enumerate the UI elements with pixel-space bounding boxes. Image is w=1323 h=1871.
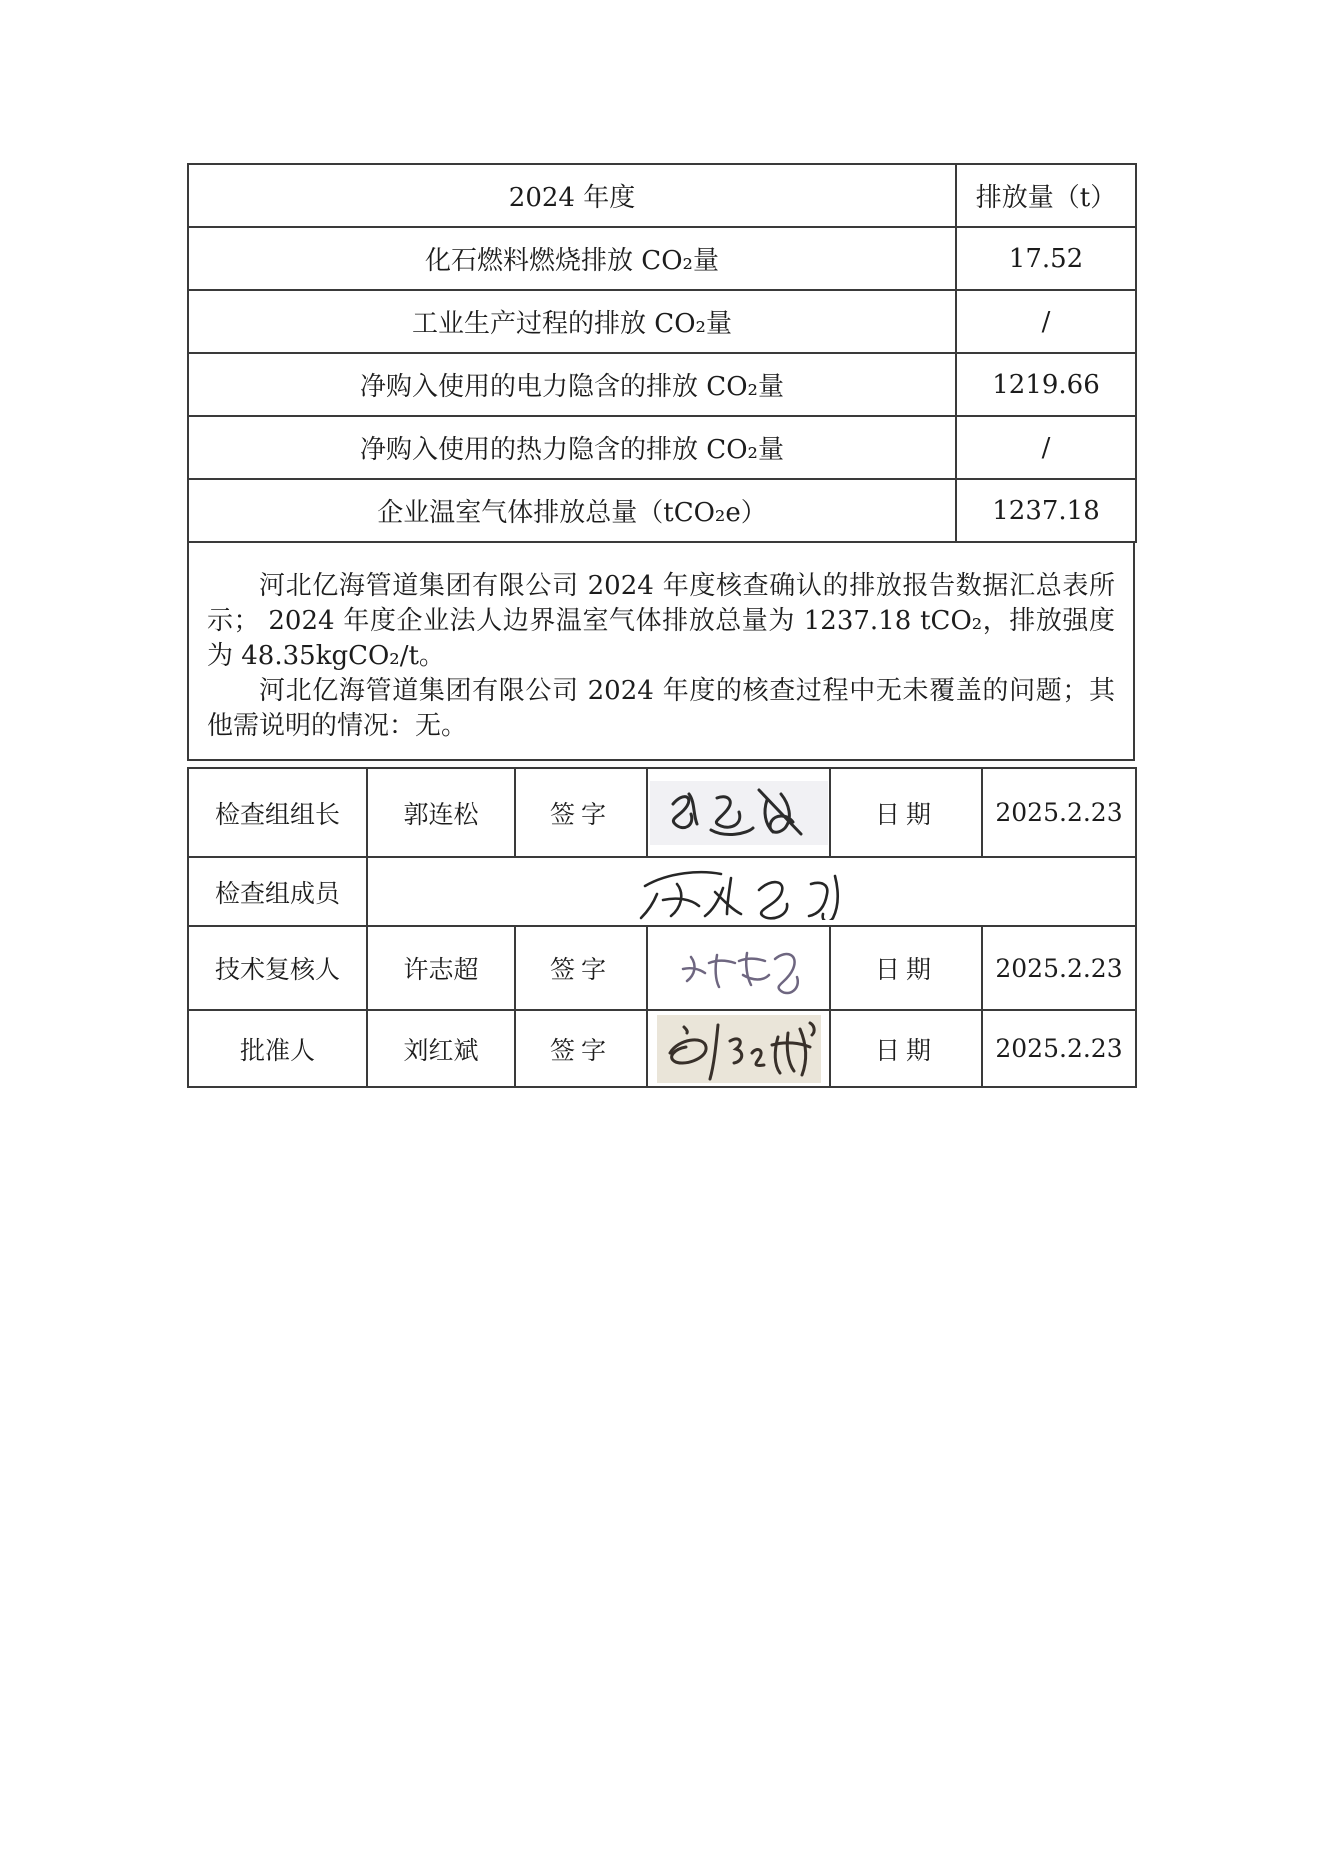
date-label: 日期 bbox=[830, 926, 982, 1010]
table-row bbox=[188, 416, 1136, 479]
date-label: 日期 bbox=[830, 1010, 982, 1087]
row-value: / bbox=[956, 290, 1136, 353]
verification-conclusion-box bbox=[187, 543, 1135, 761]
sign-label: 签字 bbox=[515, 926, 647, 1010]
row-label: 企业温室气体排放总量（tCO₂e） bbox=[188, 479, 956, 542]
table-row bbox=[188, 353, 1136, 416]
sign-label: 签字 bbox=[515, 1010, 647, 1087]
signature-guo-liansong bbox=[650, 781, 828, 845]
emission-summary-table bbox=[187, 163, 1137, 543]
conclusion-paragraph-1: 河北亿海管道集团有限公司 2024 年度核查确认的排放报告数据汇总表所示； 2024 年度企业法人边界温室气体排放总量为 1237.18 tCO₂，排放强度为 48.35kgCO₂/t。 bbox=[207, 571, 1115, 671]
date-label: 日期 bbox=[830, 768, 982, 857]
sign-label: 签字 bbox=[515, 768, 647, 857]
table-row bbox=[188, 479, 1136, 542]
conclusion-paragraph-2: 河北亿海管道集团有限公司 2024 年度的核查过程中无未覆盖的问题；其他需说明的情况：无。 bbox=[207, 676, 1115, 741]
role-label: 检查组成员 bbox=[188, 857, 367, 926]
table-row bbox=[188, 290, 1136, 353]
table-row bbox=[188, 227, 1136, 290]
date-value: 2025.2.23 bbox=[982, 768, 1136, 857]
signer-name: 刘红斌 bbox=[367, 1010, 515, 1087]
table-row bbox=[188, 768, 1136, 857]
signature-xu-zhichao bbox=[648, 941, 829, 995]
table-row bbox=[188, 164, 1136, 227]
row-label: 净购入使用的电力隐含的排放 CO₂量 bbox=[188, 353, 956, 416]
row-value: 1219.66 bbox=[956, 353, 1136, 416]
signature-liu-hongbin bbox=[657, 1015, 821, 1083]
signer-name: 郭连松 bbox=[367, 768, 515, 857]
table-row bbox=[188, 926, 1136, 1010]
row-label: 工业生产过程的排放 CO₂量 bbox=[188, 290, 956, 353]
role-label: 技术复核人 bbox=[188, 926, 367, 1010]
row-label: 化石燃料燃烧排放 CO₂量 bbox=[188, 227, 956, 290]
report-body bbox=[187, 163, 1135, 1088]
date-value: 2025.2.23 bbox=[982, 1010, 1136, 1087]
role-label: 检查组组长 bbox=[188, 768, 367, 857]
table-row bbox=[188, 1010, 1136, 1087]
row-value: 1237.18 bbox=[956, 479, 1136, 542]
signature-cell bbox=[647, 768, 830, 857]
row-value: / bbox=[956, 416, 1136, 479]
table-row bbox=[188, 857, 1136, 926]
signature-table bbox=[187, 767, 1137, 1088]
signer-name: 许志超 bbox=[367, 926, 515, 1010]
signature-song-huangang bbox=[368, 864, 1135, 920]
signature-cell bbox=[647, 1010, 830, 1087]
row-label: 净购入使用的热力隐含的排放 CO₂量 bbox=[188, 416, 956, 479]
signature-cell bbox=[647, 926, 830, 1010]
date-value: 2025.2.23 bbox=[982, 926, 1136, 1010]
period-header: 2024 年度 bbox=[188, 164, 956, 227]
role-label: 批准人 bbox=[188, 1010, 367, 1087]
row-value: 17.52 bbox=[956, 227, 1136, 290]
signature-cell bbox=[367, 857, 1136, 926]
amount-header: 排放量（t） bbox=[956, 164, 1136, 227]
